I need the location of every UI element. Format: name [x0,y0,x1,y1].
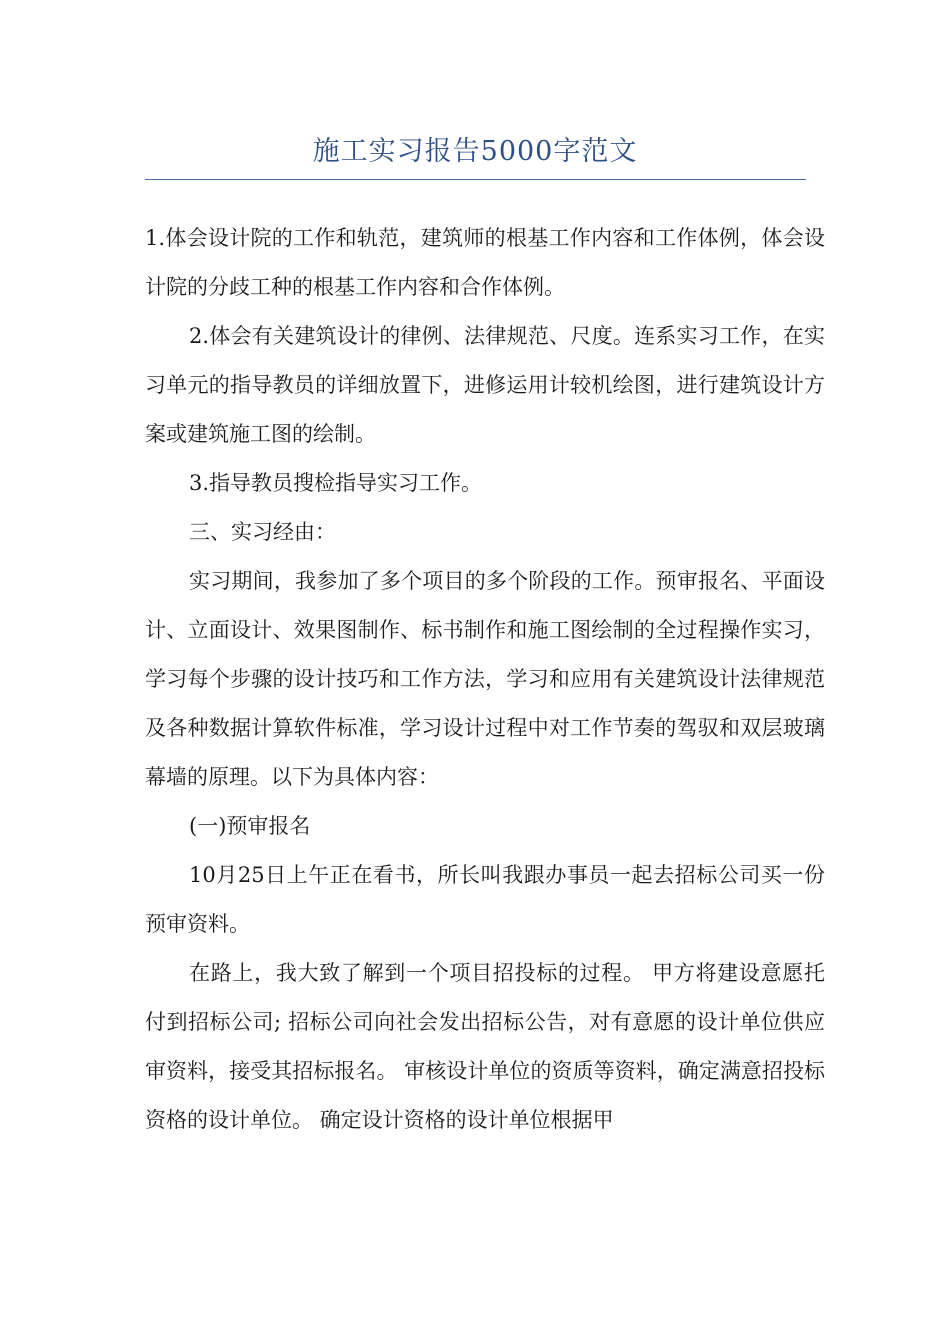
document-body [145,214,825,1145]
paragraph: 3.指导教员搜检指导实习工作。 [189,471,483,495]
paragraph: 2.体会有关建筑设计的律例、法律规范、尺度。连系实习工作，在实习单元的指导教员的详细放置下，进修运用计较机绘图，进行建筑设计方案或建筑施工图的绘制。 [145,324,825,446]
paragraph: 实习期间，我参加了多个项目的多个阶段的工作。预审报名、平面设计、立面设计、效果图制作、标书制作和施工图绘制的全过程操作实习，学习每个步骤的设计技巧和工作方法，学习和应用有关建筑设计法律规范及各种数据计算软件标准，学习设计过程中对工作节奏的驾驭和双层玻璃幕墙的原理。以下为具体内容： [145,569,825,789]
paragraph: 在路上，我大致了解到一个项目招投标的过程。 甲方将建设意愿托付到招标公司; 招标公司向社会发出招标公告，对有意愿的设计单位供应审资料，接受其招标报名。 审核设计单位的资质等资料，确定满意招投标资格的设计单位。 确定设计资格的设计单位根据甲 [145,961,825,1132]
paragraph: 10月25日上午正在看书，所长叫我跟办事员一起去招标公司买一份预审资料。 [145,863,825,936]
subsection-heading: (一)预审报名 [189,814,311,838]
section-heading: 三、实习经由： [189,520,336,544]
paragraph: 1.体会设计院的工作和轨范，建筑师的根基工作内容和工作体例，体会设计院的分歧工种的根基工作内容和合作体例。 [145,226,825,299]
title-divider [145,179,806,180]
document-title: 施工实习报告5000字范文 [312,136,638,167]
